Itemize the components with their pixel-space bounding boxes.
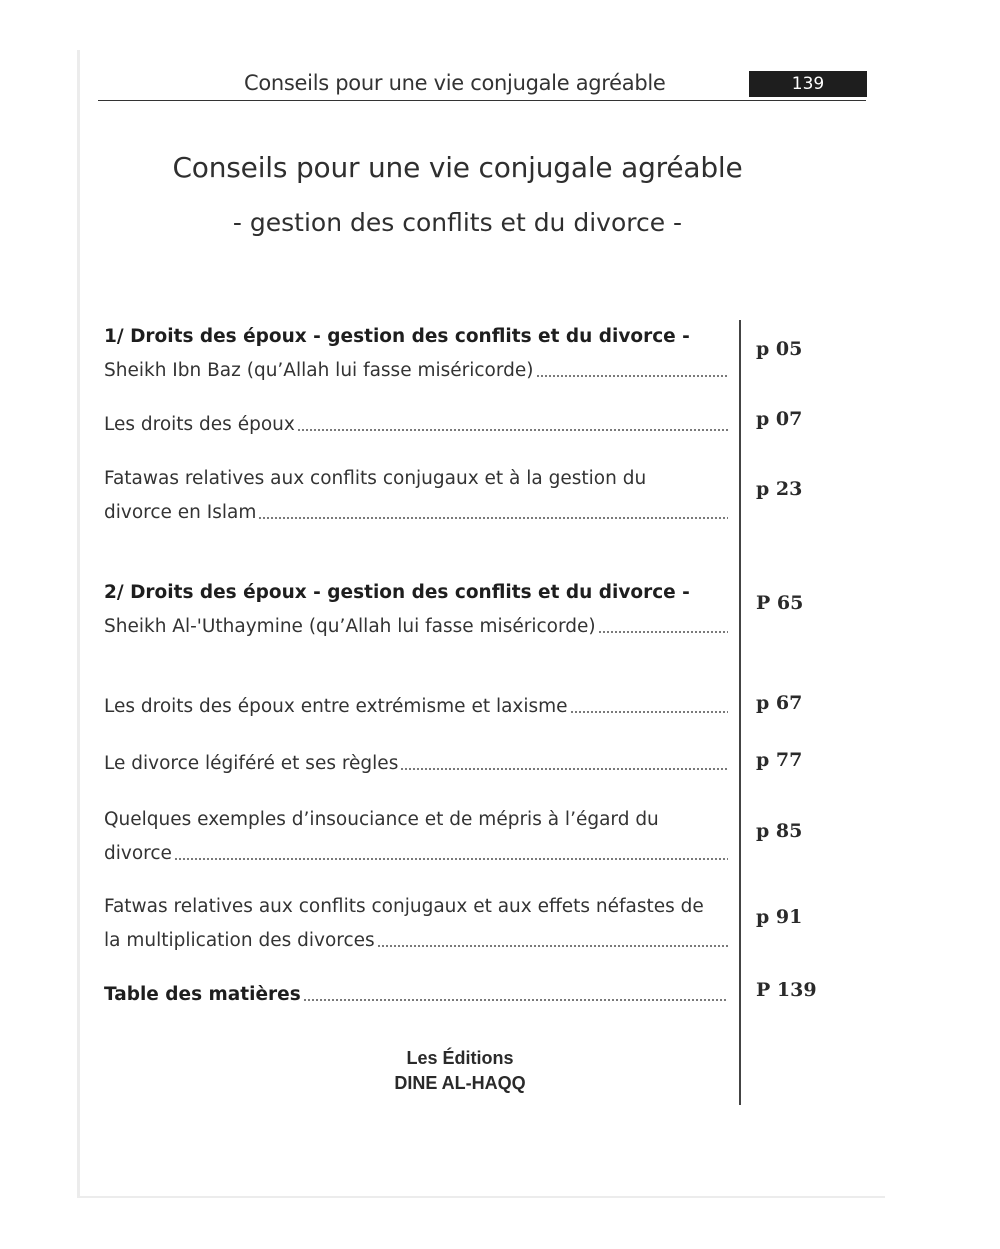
toc-page-ref: p 91 bbox=[756, 906, 803, 928]
dot-leader bbox=[297, 428, 728, 433]
toc-page-ref: p 85 bbox=[756, 820, 803, 842]
column-divider bbox=[739, 320, 741, 1105]
toc-entry bbox=[104, 462, 728, 530]
toc-entry-line bbox=[104, 924, 728, 958]
toc-entry-line bbox=[104, 747, 728, 781]
toc-section-heading bbox=[104, 320, 728, 354]
toc-page-ref: P 139 bbox=[756, 979, 817, 1001]
toc-entry bbox=[104, 690, 728, 724]
toc-entry-line bbox=[104, 496, 728, 530]
dot-leader bbox=[536, 374, 729, 379]
toc-entry-text: Quelques exemples d’insouciance et de mépris à l’égard du bbox=[104, 809, 659, 830]
toc-entry-text: divorce bbox=[104, 843, 172, 864]
toc-page-ref: p 05 bbox=[756, 338, 803, 360]
publisher-line: Les Éditions bbox=[406, 1048, 514, 1068]
toc-page-ref: p 77 bbox=[756, 749, 803, 771]
toc-entry bbox=[104, 890, 728, 958]
toc-entry-text: la multiplication des divorces bbox=[104, 930, 375, 951]
dot-leader bbox=[377, 944, 728, 949]
dot-leader bbox=[598, 630, 728, 635]
toc-entry-text: 2/ Droits des époux - gestion des conflits et du divorce - bbox=[104, 582, 690, 603]
publisher-name: DINE AL-HAQQ bbox=[394, 1073, 526, 1093]
toc-entry bbox=[104, 576, 728, 644]
toc-entry-text: Fatwas relatives aux conflits conjugaux et aux effets néfastes de bbox=[104, 896, 704, 917]
toc-section-heading bbox=[104, 576, 728, 610]
toc-entry-text: Table des matières bbox=[104, 984, 301, 1005]
page-number: 139 bbox=[749, 71, 867, 97]
toc-page-ref: p 67 bbox=[756, 692, 803, 714]
toc-entry-line bbox=[104, 408, 728, 442]
toc-entry-text: Sheikh Al-'Uthaymine (qu’Allah lui fasse miséricorde) bbox=[104, 616, 596, 637]
toc-entry-text: Sheikh Ibn Baz (qu’Allah lui fasse miséricorde) bbox=[104, 360, 534, 381]
toc-entry-text: divorce en Islam bbox=[104, 502, 257, 523]
toc-entry-text: 1/ Droits des époux - gestion des conflits et du divorce - bbox=[104, 326, 690, 347]
toc-entry-line bbox=[104, 354, 728, 388]
dot-leader bbox=[570, 710, 728, 715]
toc-entry-line bbox=[104, 978, 728, 1012]
toc-entry-line bbox=[104, 610, 728, 644]
toc-entry-line bbox=[104, 803, 728, 837]
dot-leader bbox=[174, 857, 728, 862]
toc-entry bbox=[104, 747, 728, 781]
publisher-imprint bbox=[80, 1046, 840, 1096]
toc-page-ref: p 23 bbox=[756, 478, 803, 500]
toc-page-ref: P 65 bbox=[756, 592, 804, 614]
toc-page-ref: p 07 bbox=[756, 408, 803, 430]
book-subtitle: - gestion des conflits et du divorce - bbox=[232, 208, 683, 237]
toc-entry-line bbox=[104, 890, 728, 924]
toc-entry bbox=[104, 803, 728, 871]
toc-entry-text: Fatawas relatives aux conflits conjugaux et à la gestion du bbox=[104, 468, 647, 489]
toc-entry bbox=[104, 320, 728, 388]
toc-entry-line bbox=[104, 690, 728, 724]
toc-entry-text: Les droits des époux entre extrémisme et laxisme bbox=[104, 696, 568, 717]
running-title: Conseils pour une vie conjugale agréable bbox=[244, 71, 666, 95]
toc-entry-text: Les droits des époux bbox=[104, 414, 295, 435]
toc-entry bbox=[104, 978, 728, 1012]
dot-leader bbox=[258, 516, 728, 521]
toc-entry-line bbox=[104, 837, 728, 871]
toc-entry-line bbox=[104, 462, 728, 496]
toc-entry bbox=[104, 408, 728, 442]
toc-entry-text: Le divorce légiféré et ses règles bbox=[104, 753, 399, 774]
dot-leader bbox=[303, 998, 728, 1003]
book-page bbox=[80, 48, 888, 1196]
book-title: Conseils pour une vie conjugale agréable bbox=[172, 151, 743, 184]
dot-leader bbox=[400, 767, 728, 772]
running-header bbox=[98, 68, 866, 101]
